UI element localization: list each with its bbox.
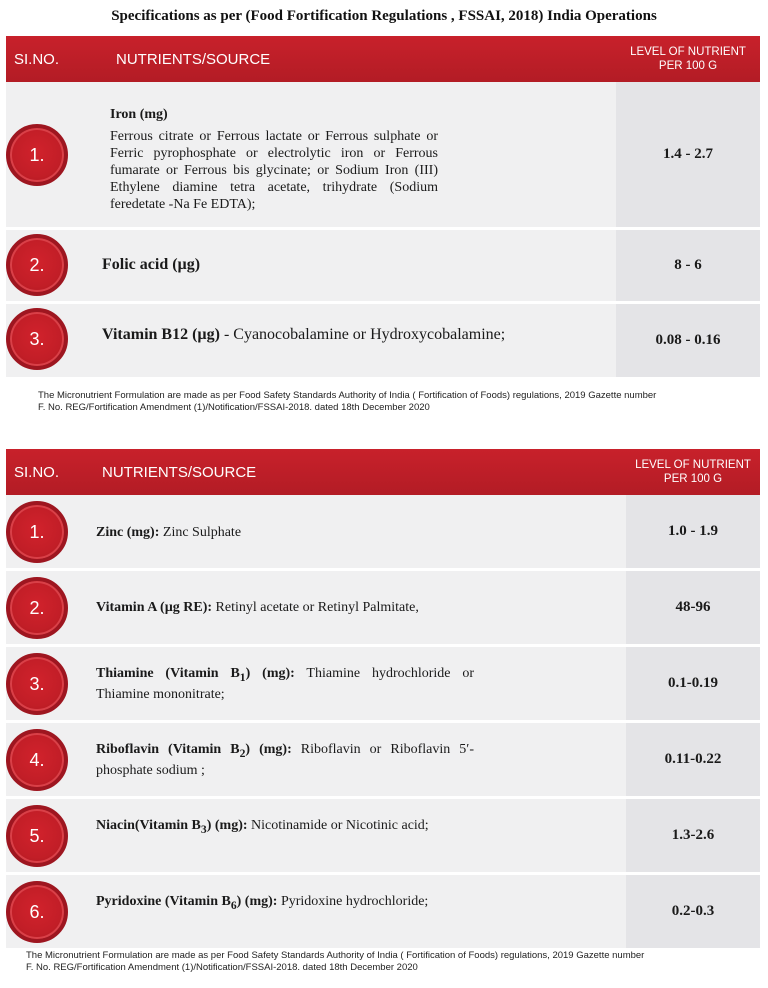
footnote-line: The Micronutrient Formulation are made as per Food Safety Standards Authority of India ( Fortification of Foods) regulations, 2019 Gazette number <box>26 950 645 961</box>
header-nutrients: NUTRIENTS/SOURCE <box>102 463 257 481</box>
nutrient-name-suffix: ) (mg): <box>236 894 278 909</box>
table-row <box>6 647 760 723</box>
footnote-2 <box>26 950 644 974</box>
header-level-line2: PER 100 G <box>658 60 718 72</box>
header-level <box>616 36 760 82</box>
subscript: 3 <box>200 822 207 836</box>
table-row <box>6 799 760 875</box>
footnote-line: F. No. REG/Fortification Amendment (1)/Notification/FSSAI-2018. dated 18th December 2020 <box>38 402 430 413</box>
subscript: 1 <box>239 670 246 684</box>
table-header <box>6 449 760 495</box>
row-number-badge: 6. <box>6 881 68 943</box>
footnote-line: The Micronutrient Formulation are made as per Food Safety Standards Authority of India ( Fortification of Foods) regulations, 2019 Gazette number <box>38 390 657 401</box>
level-value: 8 - 6 <box>616 230 760 301</box>
nutrient-source: Riboflavin or Riboflavin 5′-phosphate sodium ; <box>96 742 475 778</box>
nutrient-name: Thiamine (Vitamin B <box>96 666 240 681</box>
row-number-badge: 2. <box>6 234 68 296</box>
header-level-line2: PER 100 G <box>663 473 723 485</box>
nutrient-name: Vitamin A (µg RE): <box>96 600 213 615</box>
nutrient-name: Pyridoxine (Vitamin B <box>96 894 231 909</box>
nutrient-source: Thiamine hydrochloride or Thiamine mononitrate; <box>96 666 475 702</box>
level-value: 1.3-2.6 <box>626 799 760 872</box>
nutrient-name-suffix: ) (mg): <box>245 666 295 681</box>
nutrient-name-suffix: ) (mg): <box>245 742 292 757</box>
nutrient-cell <box>102 326 505 343</box>
level-value: 1.0 - 1.9 <box>626 495 760 568</box>
page-title: Specifications as per (Food Fortification Regulations , FSSAI, 2018) India Operations <box>111 8 657 24</box>
nutrient-source: Ferrous citrate or Ferrous lactate or Ferrous sulphate or Ferric pyrophosphate or electrolytic iron or Ferrous fumarate or Ferrous bis glycinate; or Sodium Iron (III) Ethylene diamine tetra acetate, trihydrate (Sodium feredetate -Na Fe EDTA); <box>110 129 438 212</box>
row-number-badge: 4. <box>6 729 68 791</box>
header-level-line1: LEVEL OF NUTRIENT <box>635 459 751 471</box>
header-sl-no: SI.NO. <box>14 50 60 68</box>
nutrient-source: - Cyanocobalamine or Hydroxycobalamine; <box>219 326 506 343</box>
nutrient-cell <box>96 665 474 703</box>
nutrient-source: Nicotinamide or Nicotinic acid; <box>247 818 429 833</box>
nutrient-cell <box>96 524 241 541</box>
footnote-1 <box>38 390 656 414</box>
nutrient-cell <box>110 106 438 213</box>
row-number-badge: 5. <box>6 805 68 867</box>
level-value: 0.11-0.22 <box>626 723 760 796</box>
nutrient-name: Vitamin B12 (µg) <box>102 326 220 343</box>
table-row <box>6 495 760 571</box>
nutrient-source: Zinc Sulphate <box>159 525 242 540</box>
table-row <box>6 571 760 647</box>
table-row <box>6 875 760 951</box>
nutrient-cell <box>96 599 419 616</box>
table-2 <box>6 449 760 951</box>
level-value: 0.08 - 0.16 <box>616 304 760 377</box>
row-number-badge: 3. <box>6 653 68 715</box>
table-row <box>6 82 760 230</box>
row-number-badge: 1. <box>6 501 68 563</box>
header-level-line1: LEVEL OF NUTRIENT <box>630 46 746 58</box>
nutrient-cell <box>96 893 474 914</box>
level-value: 0.2-0.3 <box>626 875 760 948</box>
table-row <box>6 304 760 380</box>
nutrient-cell <box>96 741 474 779</box>
table-row <box>6 230 760 304</box>
level-value: 0.1-0.19 <box>626 647 760 720</box>
row-number-badge: 3. <box>6 308 68 370</box>
table-1 <box>6 36 760 380</box>
nutrient-source: Retinyl acetate or Retinyl Palmitate, <box>212 600 419 615</box>
nutrient-source: Pyridoxine hydrochloride; <box>277 894 429 909</box>
table-header <box>6 36 760 82</box>
row-number-badge: 2. <box>6 577 68 639</box>
nutrient-name: Niacin(Vitamin B <box>96 818 201 833</box>
nutrient-name: Riboflavin (Vitamin B <box>96 742 240 757</box>
nutrient-name: Iron (mg) <box>110 107 168 122</box>
footnote-line: F. No. REG/Fortification Amendment (1)/Notification/FSSAI-2018. dated 18th December 2020 <box>26 962 418 973</box>
level-value: 48-96 <box>626 571 760 644</box>
table-row <box>6 723 760 799</box>
header-level <box>626 449 760 495</box>
nutrient-cell <box>96 817 474 838</box>
nutrient-name-suffix: ) (mg): <box>206 818 248 833</box>
header-sl-no: SI.NO. <box>14 463 60 481</box>
nutrient-name: Folic acid (µg) <box>102 256 201 273</box>
nutrient-name: Zinc (mg): <box>96 525 160 540</box>
subscript: 6 <box>230 898 237 912</box>
subscript: 2 <box>239 746 246 760</box>
level-value: 1.4 - 2.7 <box>616 82 760 227</box>
row-number-badge: 1. <box>6 124 68 186</box>
header-nutrients: NUTRIENTS/SOURCE <box>116 50 271 68</box>
